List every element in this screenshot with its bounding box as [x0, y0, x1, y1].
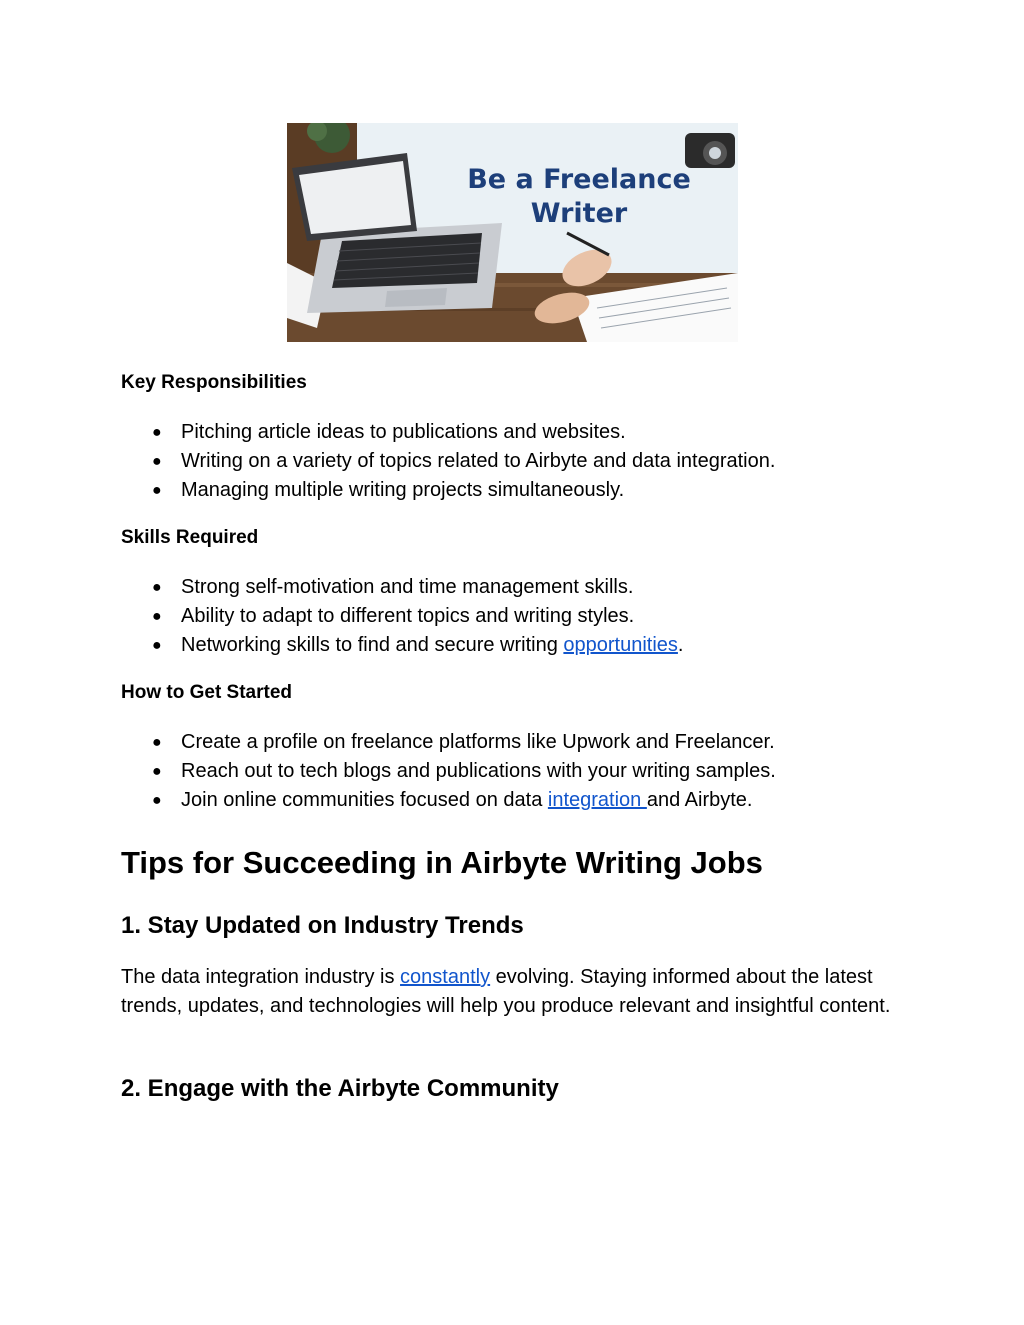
- bullet-icon: ●: [152, 734, 162, 751]
- list-item: ● Reach out to tech blogs and publications with your writing samples.: [152, 757, 952, 786]
- bullet-icon: ●: [152, 763, 162, 780]
- key-responsibilities-list: [152, 418, 952, 505]
- list-item: ● Ability to adapt to different topics and writing styles.: [152, 602, 952, 631]
- list-item: ● Create a profile on freelance platforms like Upwork and Freelancer.: [152, 728, 952, 757]
- hero-illustration: [287, 123, 738, 342]
- how-to-get-started-heading: How to Get Started: [121, 682, 293, 703]
- bullet-icon: ●: [152, 608, 162, 625]
- list-item: ● Strong self-motivation and time management skills.: [152, 573, 952, 602]
- bullet-icon: ●: [152, 424, 162, 441]
- freelance-writer-image: [287, 123, 738, 342]
- skills-required-list: [152, 573, 952, 660]
- bullet-icon: ●: [152, 579, 162, 596]
- key-responsibilities-heading: Key Responsibilities: [121, 372, 307, 393]
- how-to-get-started-list: [152, 728, 952, 815]
- tips-title: Tips for Succeeding in Airbyte Writing Jobs: [121, 845, 763, 880]
- list-item: ● Writing on a variety of topics related to Airbyte and data integration.: [152, 447, 952, 476]
- opportunities-link[interactable]: opportunities: [563, 634, 678, 656]
- integration-link[interactable]: integration: [547, 789, 647, 811]
- list-item: ● Networking skills to find and secure writing opportunities.: [152, 631, 952, 660]
- list-item: ● Managing multiple writing projects simultaneously.: [152, 476, 952, 505]
- list-item: ● Pitching article ideas to publications and websites.: [152, 418, 952, 447]
- list-item: ● Join online communities focused on data integration and Airbyte.: [152, 786, 952, 815]
- tip1-heading: 1. Stay Updated on Industry Trends: [121, 912, 524, 939]
- tip2-heading: 2. Engage with the Airbyte Community: [121, 1075, 559, 1102]
- tip1-paragraph: The data integration industry is constantly evolving. Staying informed about the latest trends, updates, and technologies will help you produce relevant and insightful content.: [121, 966, 891, 1017]
- hero-title-line2: Writer: [530, 198, 628, 229]
- constantly-link[interactable]: constantly: [400, 966, 491, 988]
- bullet-icon: ●: [152, 637, 162, 654]
- skills-required-heading: Skills Required: [121, 527, 259, 548]
- bullet-icon: ●: [152, 792, 162, 809]
- bullet-icon: ●: [152, 453, 162, 470]
- hero-title-line1: Be a Freelance: [467, 164, 691, 195]
- bullet-icon: ●: [152, 482, 162, 499]
